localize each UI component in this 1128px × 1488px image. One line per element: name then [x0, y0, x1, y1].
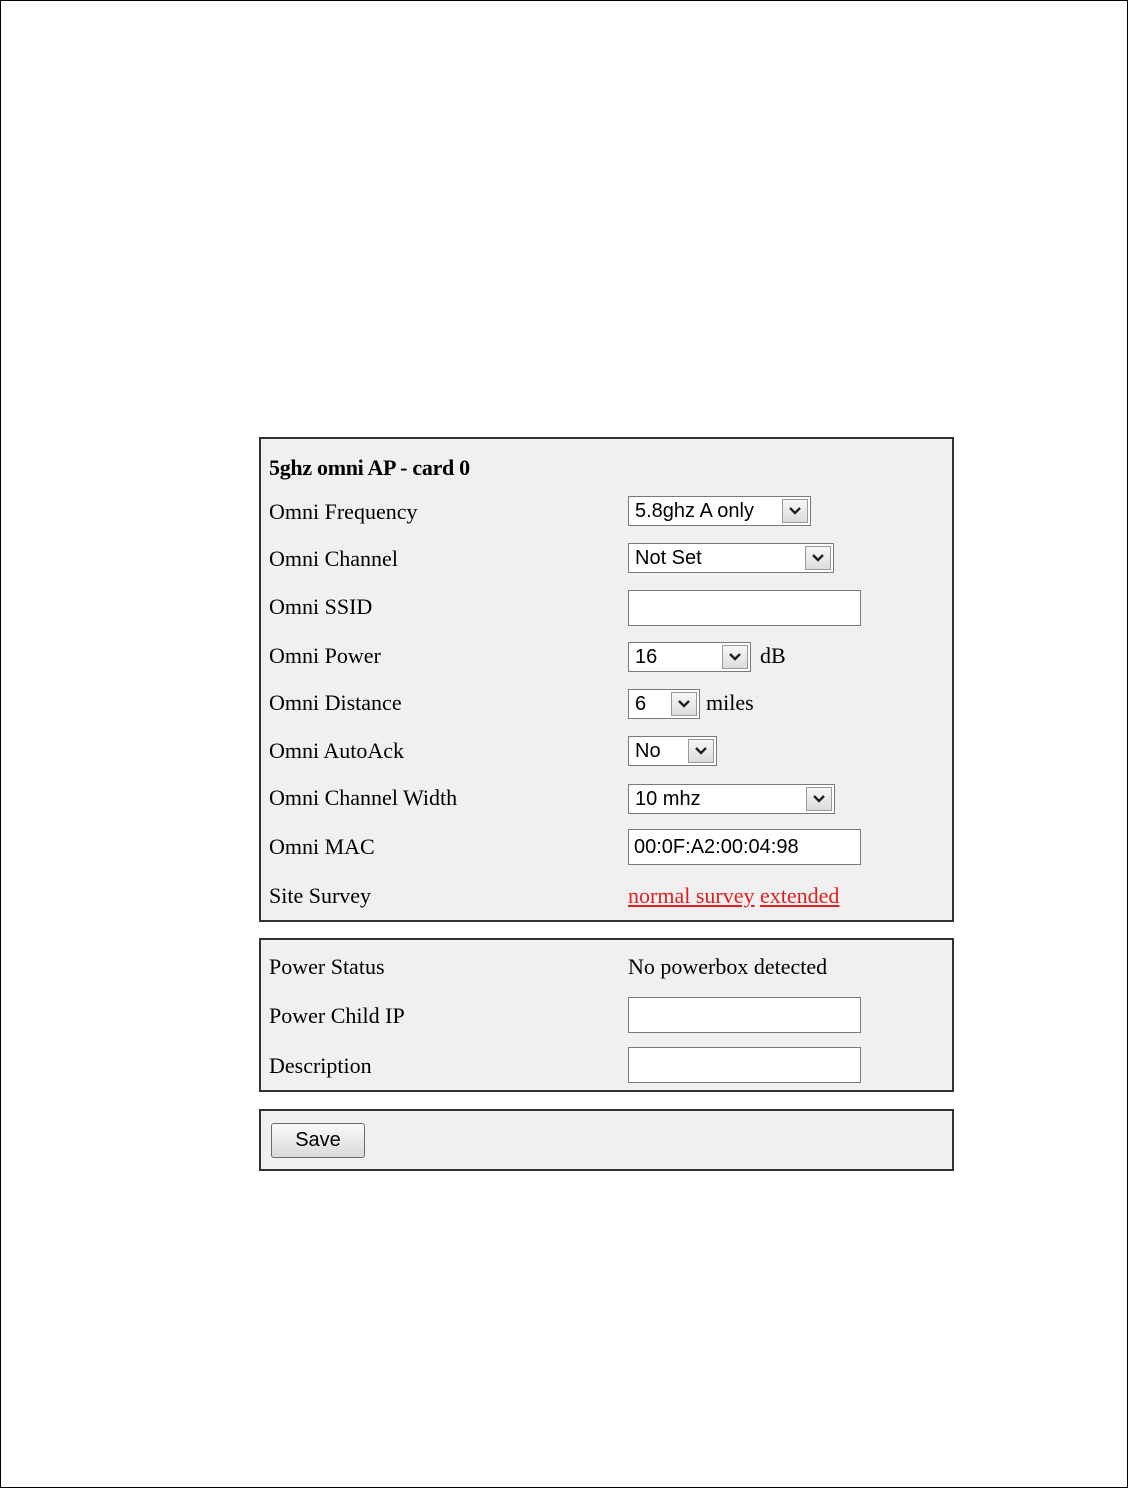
save-panel [259, 1109, 954, 1171]
site-survey-links [628, 883, 839, 909]
omni-mac-input[interactable] [628, 829, 861, 865]
chevron-down-icon[interactable] [671, 692, 697, 716]
omni-power-value: 16 [635, 646, 658, 668]
omni-distance-value: 6 [635, 693, 647, 715]
power-panel [259, 938, 954, 1092]
omni-channel-width-select[interactable] [628, 784, 835, 814]
omni-autoack-label: Omni AutoAck [269, 738, 405, 763]
omni-autoack-select[interactable] [628, 736, 717, 766]
description-input[interactable] [628, 1047, 861, 1083]
omni-channel-width-label: Omni Channel Width [269, 785, 458, 810]
omni-distance-select[interactable] [628, 689, 700, 719]
omni-ap-panel [259, 437, 954, 922]
omni-channel-label: Omni Channel [269, 546, 398, 571]
omni-distance-label: Omni Distance [269, 690, 402, 715]
description-label: Description [269, 1053, 372, 1078]
site-survey-label: Site Survey [269, 883, 372, 908]
power-status-label: Power Status [269, 954, 385, 979]
omni-ssid-label: Omni SSID [269, 594, 373, 619]
omni-power-unit: dB [760, 643, 786, 668]
omni-autoack-value: No [635, 740, 661, 762]
power-child-ip-input[interactable] [628, 997, 861, 1033]
panel-title: 5ghz omni AP - card 0 [269, 455, 470, 480]
omni-ssid-input[interactable] [628, 590, 861, 626]
omni-distance-unit: miles [706, 690, 754, 715]
save-button[interactable]: Save [271, 1123, 365, 1158]
chevron-down-icon[interactable] [782, 499, 808, 523]
omni-power-select[interactable] [628, 642, 751, 672]
normal-survey-link[interactable]: normal survey [628, 883, 755, 908]
power-status-value: No powerbox detected [628, 954, 828, 979]
omni-frequency-label: Omni Frequency [269, 499, 418, 524]
power-child-ip-label: Power Child IP [269, 1003, 405, 1028]
omni-frequency-value: 5.8ghz A only [635, 500, 754, 522]
omni-mac-label: Omni MAC [269, 834, 375, 859]
chevron-down-icon[interactable] [806, 787, 832, 811]
omni-frequency-select[interactable] [628, 496, 811, 526]
extended-survey-link[interactable]: extended [759, 883, 840, 908]
chevron-down-icon[interactable] [805, 546, 831, 570]
chevron-down-icon[interactable] [688, 739, 714, 763]
omni-channel-select[interactable] [628, 543, 834, 573]
omni-channel-width-value: 10 mhz [635, 788, 701, 810]
chevron-down-icon[interactable] [722, 645, 748, 669]
omni-power-label: Omni Power [269, 643, 381, 668]
omni-channel-value: Not Set [635, 547, 702, 569]
